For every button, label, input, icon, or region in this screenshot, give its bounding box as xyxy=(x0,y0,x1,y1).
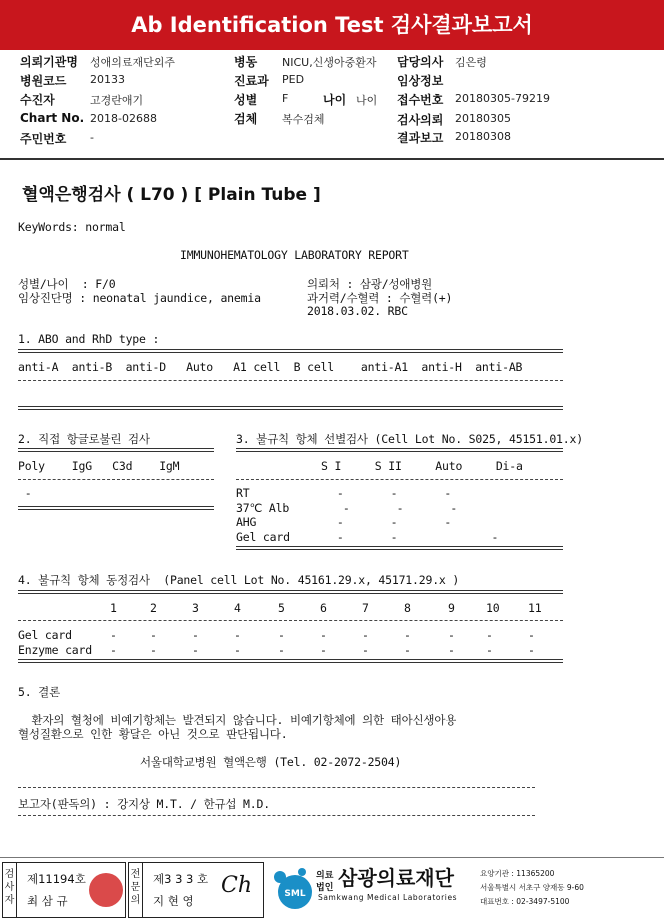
sex-age-line: 성별/나이 : F/0 xyxy=(18,277,116,291)
hospital-code-value: 20133 xyxy=(90,73,125,86)
section2-mid-rule xyxy=(18,479,214,480)
inspector-vert-1: 검 xyxy=(4,869,15,880)
panel-row-label: Enzyme card xyxy=(18,643,92,657)
reporter-top-rule xyxy=(18,787,535,788)
requester-line: 의뢰처 : 삼광/성애병원 xyxy=(307,277,433,291)
inspector-vert-2: 사 xyxy=(4,882,15,893)
section3-row-alb: 37℃ Alb - - - xyxy=(236,501,458,515)
age-label: 나이 xyxy=(323,93,347,107)
specialist-signature: Ch xyxy=(221,873,253,898)
section1-top-rule xyxy=(18,349,563,353)
panel-cell-number: 10 xyxy=(486,601,500,615)
corp-english-name: Samkwang Medical Laboratories xyxy=(318,893,458,902)
section4-top-rule xyxy=(18,590,563,594)
reporter-line: 보고자(판독의) : 강지상 M.T. / 한규섭 M.D. xyxy=(18,797,270,811)
conclusion-line-2: 혈성질환으로 인한 황달은 아닌 것으로 판단됩니다. xyxy=(18,727,288,741)
section2-bottom-rule xyxy=(18,506,214,510)
section4-mid-rule xyxy=(18,620,563,621)
chart-label: Chart No. xyxy=(20,111,85,125)
dept-label: 진료과 xyxy=(234,74,269,88)
section3-bottom-rule xyxy=(236,546,563,550)
panel-result-cell: - xyxy=(110,643,117,657)
report-title: 혈액은행검사 ( L70 ) [ Plain Tube ] xyxy=(22,185,321,205)
panel-cell-number: 1 xyxy=(110,601,117,615)
receipt-value: 20180305-79219 xyxy=(455,92,550,105)
corp-address: 서울특별시 서초구 양재동 9-60 xyxy=(480,883,584,892)
inspector-vertical-label xyxy=(3,863,17,917)
section2-top-rule xyxy=(18,448,214,452)
doctor-value: 김은령 xyxy=(455,56,487,69)
resident-value: - xyxy=(90,131,94,144)
reporter-bottom-rule xyxy=(18,815,535,816)
panel-cell-number: 3 xyxy=(192,601,199,615)
panel-cell-number: 9 xyxy=(448,601,455,615)
panel-result-cell: - xyxy=(528,628,535,642)
conclusion-line-1: 환자의 혈청에 비예기항체는 발견되지 않습니다. 비예기항체에 의한 태아신생아용 xyxy=(18,713,457,727)
panel-result-cell: - xyxy=(404,643,411,657)
sml-logo-icon xyxy=(268,866,314,912)
section3-headers: S I S II Auto Di-a xyxy=(321,459,523,473)
history-date-line: 2018.03.02. RBC xyxy=(307,304,408,318)
corp-name: 삼광의료재단 xyxy=(338,866,454,890)
doctor-label: 담당의사 xyxy=(397,55,444,69)
panel-result-cell: - xyxy=(192,643,199,657)
section2-values: - xyxy=(18,486,32,500)
specialist-vertical-label xyxy=(129,863,143,917)
institution-label: 의뢰기관명 xyxy=(20,55,78,69)
panel-result-cell: - xyxy=(278,628,285,642)
section3-row-gel: Gel card - - - xyxy=(236,530,499,544)
chart-value: 2018-02688 xyxy=(90,112,157,125)
specialist-vert-3: 의 xyxy=(130,895,141,906)
footer-divider xyxy=(0,857,664,858)
panel-result-cell: - xyxy=(320,643,327,657)
panel-result-cell: - xyxy=(150,643,157,657)
panel-row-label: Gel card xyxy=(18,628,72,642)
section1-title: 1. ABO and RhD type : xyxy=(18,332,160,346)
specialist-vert-2: 문 xyxy=(130,882,141,893)
sex-value: F xyxy=(282,92,289,105)
resident-label: 주민번호 xyxy=(20,132,67,146)
panel-result-cell: - xyxy=(150,628,157,642)
request-value: 20180305 xyxy=(455,112,511,125)
institution-value: 성애의료재단외주 xyxy=(90,56,176,69)
hospital-code-label: 병원코드 xyxy=(20,74,67,88)
panel-result-cell: - xyxy=(486,628,493,642)
panel-cell-number: 11 xyxy=(528,601,542,615)
receipt-label: 접수번호 xyxy=(397,93,444,107)
institution-code: 요양기관 : 11365200 xyxy=(480,869,555,878)
keywords: KeyWords: normal xyxy=(18,220,126,234)
patient-info-panel xyxy=(0,50,664,158)
request-label: 검사의뢰 xyxy=(397,113,444,127)
sex-label: 성별 xyxy=(234,93,258,107)
panel-cell-number: 2 xyxy=(150,601,157,615)
specialist-vert-1: 전 xyxy=(130,869,141,880)
panel-result-cell: - xyxy=(486,643,493,657)
panel-result-cell: - xyxy=(278,643,285,657)
panel-cell-number: 5 xyxy=(278,601,285,615)
section3-top-rule xyxy=(236,448,563,452)
institution-line: 서울대학교병원 혈액은행 (Tel. 02-2072-2504) xyxy=(140,755,402,769)
section3-row-rt: RT - - - xyxy=(236,486,452,500)
age-value: 나이 xyxy=(356,94,378,107)
panel-cell-number: 7 xyxy=(362,601,369,615)
specimen-label: 검체 xyxy=(234,112,258,126)
lab-title: IMMUNOHEMATOLOGY LABORATORY REPORT xyxy=(180,248,409,262)
specialist-name: 지 현 영 xyxy=(153,894,194,908)
ward-label: 병동 xyxy=(234,55,258,69)
section1-mid-rule xyxy=(18,380,563,381)
inspector-seal-icon xyxy=(89,873,123,907)
panel-result-cell: - xyxy=(448,643,455,657)
panel-result-cell: - xyxy=(110,628,117,642)
panel-result-cell: - xyxy=(234,628,241,642)
section4-bottom-rule xyxy=(18,659,563,663)
sml-logo-text: SML xyxy=(284,889,306,899)
panel-result-cell: - xyxy=(320,628,327,642)
section2-title: 2. 직접 항글로불린 검사 xyxy=(18,432,150,446)
specimen-value: 복수검체 xyxy=(282,113,325,126)
corp-type-2: 법인 xyxy=(316,883,334,893)
ward-value: NICU,신생아중환자 xyxy=(282,56,377,69)
panel-result-cell: - xyxy=(448,628,455,642)
inspector-name: 최 삼 규 xyxy=(27,894,68,908)
panel-cell-number: 6 xyxy=(320,601,327,615)
history-line: 과거력/수혈력 : 수혈력(+) xyxy=(307,291,453,305)
inspector-license-no: 제11194호 xyxy=(27,872,86,886)
section3-title: 3. 불규칙 항체 선별검사 (Cell Lot No. S025, 45151.01.x) xyxy=(236,432,583,446)
panel-result-cell: - xyxy=(528,643,535,657)
panel-result-cell: - xyxy=(192,628,199,642)
section1-headers: anti-A anti-B anti-D Auto A1 cell B cell anti-A1 anti-H anti-AB xyxy=(18,360,523,374)
clinical-label: 임상정보 xyxy=(397,74,444,88)
report-date-value: 20180308 xyxy=(455,130,511,143)
panel-cell-number: 8 xyxy=(404,601,411,615)
corp-type-1: 의료 xyxy=(316,871,334,881)
section5-title: 5. 결론 xyxy=(18,685,60,699)
specialist-stamp-box xyxy=(128,862,264,918)
section3-row-ahg: AHG - - - xyxy=(236,515,452,529)
patient-value: 고경란애기 xyxy=(90,94,144,107)
panel-result-cell: - xyxy=(362,628,369,642)
panel-result-cell: - xyxy=(404,628,411,642)
section2-headers: Poly IgG C3d IgM xyxy=(18,459,180,473)
inspector-stamp-box xyxy=(2,862,126,918)
patient-label: 수진자 xyxy=(20,93,55,107)
report-header-title: Ab Identification Test 검사결과보고서 xyxy=(0,0,664,50)
section3-mid-rule xyxy=(236,479,563,480)
panel-cell-number: 4 xyxy=(234,601,241,615)
section1-bottom-rule xyxy=(18,406,563,410)
dept-value: PED xyxy=(282,73,305,86)
section4-title: 4. 불규칙 항체 동정검사 (Panel cell Lot No. 45161.29.x, 45171.29.x ) xyxy=(18,573,460,587)
panel-result-cell: - xyxy=(234,643,241,657)
header-divider xyxy=(0,158,664,160)
specialist-license-no: 제3 3 3 호 xyxy=(153,872,209,886)
diagnosis-line: 임상진단명 : neonatal jaundice, anemia xyxy=(18,291,261,305)
report-date-label: 결과보고 xyxy=(397,131,444,145)
corp-tel: 대표번호 : 02-3497-5100 xyxy=(480,897,570,906)
inspector-vert-3: 자 xyxy=(4,895,15,906)
panel-result-cell: - xyxy=(362,643,369,657)
